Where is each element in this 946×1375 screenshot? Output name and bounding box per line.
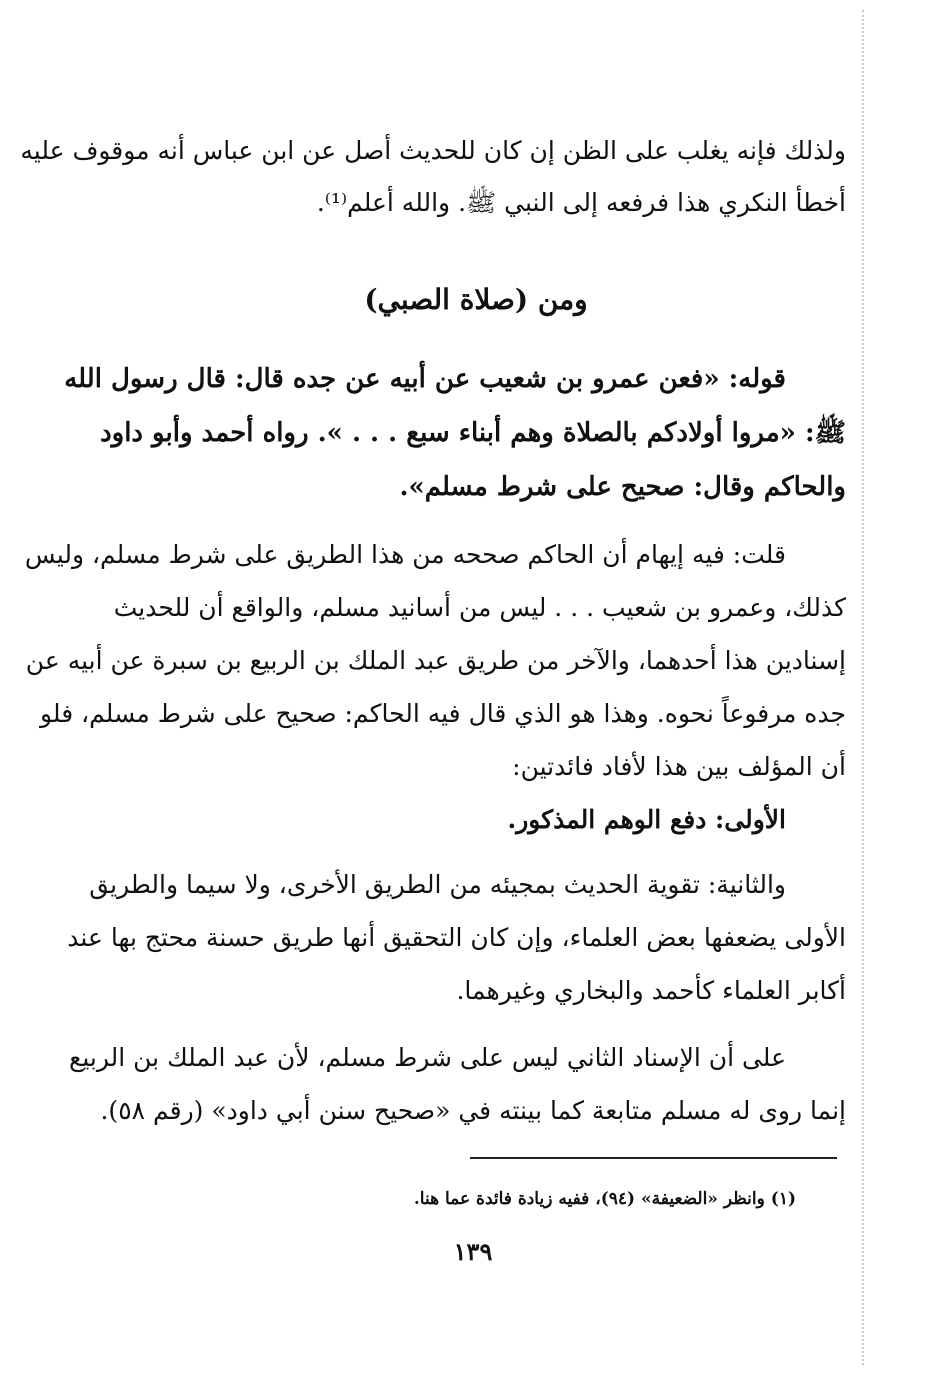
intro-paragraph bbox=[20, 125, 846, 229]
commentary-paragraph bbox=[24, 528, 846, 793]
second-benefit-line: أكابر العلماء كأحمد والبخاري وغيرهما. bbox=[456, 976, 846, 1005]
commentary-line: إسنادين هذا أحدهما، والآخر من طريق عبد الملك بن الربيع بن سبرة عن أبيه عن bbox=[25, 646, 846, 675]
quote-line: ﷺ: «مروا أولادكم بالصلاة وهم أبناء سبع . . . ». رواه أحمد وأبو داود bbox=[100, 418, 846, 448]
section-heading: ومن (صلاة الصبي) bbox=[364, 283, 588, 316]
first-benefit-line: الأولى: دفع الوهم المذكور. bbox=[507, 805, 786, 834]
page-edge-dotted-line bbox=[862, 10, 866, 1365]
quote-line: والحاكم وقال: صحيح على شرط مسلم». bbox=[399, 472, 846, 502]
commentary-line: جده مرفوعاً نحوه. وهذا هو الذي قال فيه الحاكم: صحيح على شرط مسلم، فلو bbox=[40, 699, 846, 728]
commentary-line: قلت: فيه إيهام أن الحاكم صححه من هذا الطريق على شرط مسلم، وليس bbox=[24, 540, 786, 569]
isnad-note-line: إنما روى له مسلم متابعة كما بينته في «صحيح سنن أبي داود» (رقم ٥٨). bbox=[100, 1096, 846, 1125]
commentary-line: أن المؤلف بين هذا لأفاد فائدتين: bbox=[512, 752, 846, 781]
isnad-note-paragraph bbox=[69, 1031, 846, 1137]
intro-line: أخطأ النكري هذا فرفعه إلى النبي ﷺ. والله أعلم⁽¹⁾. bbox=[316, 188, 846, 217]
quote-line: قوله: «فعن عمرو بن شعيب عن أبيه عن جده قال: قال رسول الله bbox=[64, 364, 786, 394]
second-benefit-line: والثانية: تقوية الحديث بمجيئه من الطريق الأخرى، ولا سيما والطريق bbox=[89, 870, 786, 899]
intro-line: ولذلك فإنه يغلب على الظن إن كان للحديث أصل عن ابن عباس أنه موقوف عليه bbox=[20, 136, 846, 165]
first-benefit-paragraph bbox=[106, 793, 846, 846]
commentary-line: كذلك، وعمرو بن شعيب . . . ليس من أسانيد مسلم، والواقع أن للحديث bbox=[113, 593, 846, 622]
quoted-hadith-paragraph bbox=[64, 352, 846, 514]
footnote: (١) وانظر «الضعيفة» (٩٤)، ففيه زيادة فائدة عما هنا. bbox=[413, 1189, 796, 1209]
isnad-note-line: على أن الإسناد الثاني ليس على شرط مسلم، لأن عبد الملك بن الربيع bbox=[69, 1043, 786, 1072]
second-benefit-paragraph bbox=[67, 858, 846, 1017]
footnote-divider bbox=[470, 1157, 837, 1159]
second-benefit-line: الأولى يضعفها بعض العلماء، وإن كان التحقيق أنها طريق حسنة محتج بها عند bbox=[67, 923, 846, 952]
page-number: ١٣٩ bbox=[453, 1237, 493, 1266]
